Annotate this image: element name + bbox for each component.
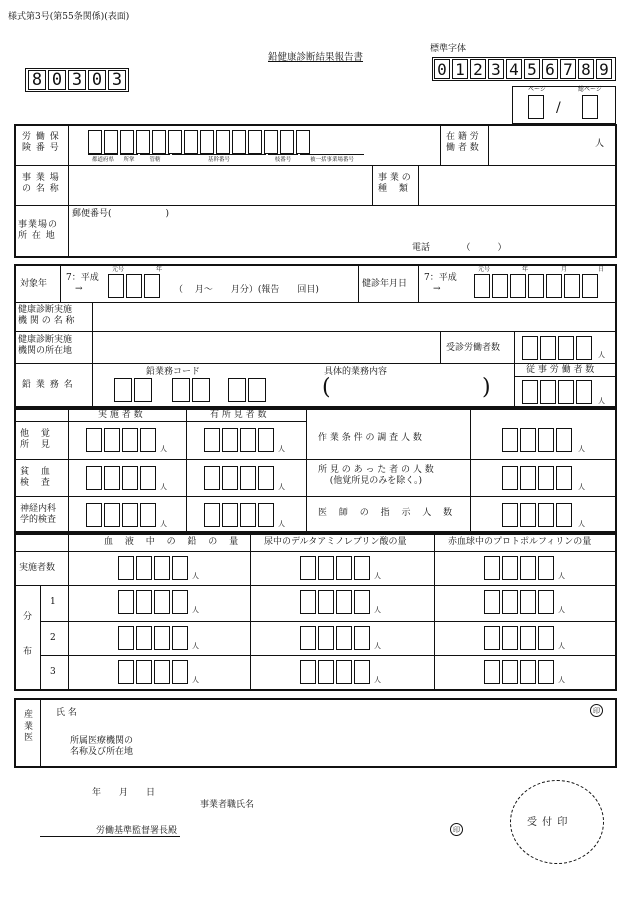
- digit-box[interactable]: [582, 274, 598, 298]
- insurance-sublabels: [88, 154, 364, 163]
- bio-count-boxes[interactable]: [300, 660, 372, 684]
- insurance-sublabel: 枝番号: [268, 154, 298, 163]
- findings-abnormal-boxes[interactable]: [204, 503, 276, 527]
- bio-count-boxes[interactable]: [300, 590, 372, 614]
- enrolled-unit: 人: [595, 139, 605, 149]
- form-number-digit: 0: [48, 70, 66, 90]
- std-digit: 5: [524, 59, 540, 79]
- lead-code-boxes-1[interactable]: [114, 378, 154, 402]
- bio-count-boxes[interactable]: [484, 626, 556, 650]
- lead-code-boxes-3[interactable]: [228, 378, 268, 402]
- findings-conducted-boxes[interactable]: [86, 503, 158, 527]
- findings-abnormal-boxes[interactable]: [204, 428, 276, 452]
- doctor-seal: 印: [590, 704, 603, 717]
- findings-right-label: 作 業 条 件 の 調 査 人 数: [318, 433, 422, 443]
- examinees-unit: 人: [598, 351, 605, 359]
- std-digit: 0: [434, 59, 450, 79]
- digit-box[interactable]: [126, 274, 142, 298]
- bio-count-boxes[interactable]: [484, 556, 556, 580]
- engaged-workers-label: 従 事 労 働 者 数: [526, 365, 595, 375]
- bio-count-boxes[interactable]: [484, 660, 556, 684]
- employer-seal: 印: [450, 823, 463, 836]
- std-digit: 3: [488, 59, 504, 79]
- digit-box[interactable]: [108, 274, 124, 298]
- person-unit: 人: [374, 572, 381, 580]
- digit-box[interactable]: [232, 130, 246, 154]
- engaged-unit: 人: [598, 397, 605, 405]
- findings-row-label: 神経内科 学的検査: [20, 504, 57, 526]
- page-slash: /: [556, 100, 561, 116]
- digit-box[interactable]: [248, 378, 266, 402]
- workplace-address-label: 事業場の 所 在 地: [18, 220, 59, 242]
- person-unit: 人: [578, 445, 585, 453]
- person-unit: 人: [192, 606, 199, 614]
- person-unit: 人: [558, 676, 565, 684]
- phone-label: 電話 （ ）: [412, 243, 507, 253]
- insurance-sublabel: 都道府県: [88, 154, 118, 163]
- digit-box[interactable]: [492, 274, 508, 298]
- target-year-boxes[interactable]: [108, 274, 162, 298]
- conducted-header: 実 施 者 数: [98, 410, 143, 420]
- digit-box[interactable]: [522, 380, 538, 404]
- form-number-digit: 3: [108, 70, 126, 90]
- std-digit: 1: [452, 59, 468, 79]
- bio-count-boxes[interactable]: [300, 556, 372, 580]
- industrial-doctor-label: 産 業 医: [24, 710, 34, 744]
- digit-box[interactable]: [474, 274, 490, 298]
- bio-conducted-label: 実施者数: [19, 563, 56, 573]
- form-number: [25, 68, 129, 92]
- person-unit: 人: [578, 520, 585, 528]
- std-digit: 9: [596, 59, 612, 79]
- person-unit: 人: [192, 676, 199, 684]
- person-unit: 人: [278, 520, 285, 528]
- close-paren: ): [482, 375, 491, 400]
- digit-box[interactable]: [136, 130, 150, 154]
- distribution-row-label: 1: [50, 597, 56, 607]
- form-number-digit: 0: [88, 70, 106, 90]
- exam-date-label: 健診年月日: [362, 279, 408, 289]
- std-font-digits: [432, 57, 616, 81]
- lead-work-label: 鉛 業 務 名: [22, 380, 74, 390]
- person-unit: 人: [160, 445, 167, 453]
- digit-box[interactable]: [264, 130, 278, 154]
- business-type-label: 事 業 の 種 類: [378, 173, 411, 195]
- workplace-name-label: 事 業 場 の 名 称: [22, 173, 60, 195]
- institution-address-label: 健康診断実施 機関の所在地: [18, 335, 73, 357]
- distribution-row-label: 3: [50, 667, 56, 677]
- exam-month-small: 月: [561, 266, 568, 273]
- digit-box[interactable]: [558, 380, 574, 404]
- digit-box[interactable]: [248, 130, 262, 154]
- digit-box[interactable]: [114, 378, 132, 402]
- page-label: ページ: [528, 86, 546, 93]
- person-unit: 人: [374, 642, 381, 650]
- insurance-sublabel: 被一括事業場番号: [300, 154, 364, 163]
- digit-box[interactable]: [280, 130, 294, 154]
- form-number-digit: 8: [28, 70, 46, 90]
- exam-year-small: 年: [522, 266, 529, 273]
- std-font-label: 標準字体: [430, 44, 467, 54]
- digit-box[interactable]: [540, 336, 556, 360]
- digit-box[interactable]: [152, 130, 166, 154]
- lead-code-label: 鉛業務コード: [146, 367, 201, 377]
- concrete-work-label: 具体的業務内容: [324, 367, 388, 377]
- page-number-box[interactable]: [528, 95, 544, 119]
- insurance-number-boxes[interactable]: [88, 130, 312, 154]
- exam-date-boxes[interactable]: [474, 274, 600, 298]
- digit-box[interactable]: [564, 274, 580, 298]
- report-date-label: 年 月 日: [92, 788, 156, 798]
- era-small: 元号: [112, 266, 125, 273]
- findings-right-boxes[interactable]: [502, 428, 574, 452]
- digit-box[interactable]: [88, 130, 102, 154]
- digit-box[interactable]: [200, 130, 214, 154]
- digit-box[interactable]: [168, 130, 182, 154]
- target-era-label: 7：平成 →: [66, 273, 99, 295]
- digit-box[interactable]: [104, 130, 118, 154]
- abnormal-header: 有 所 見 者 数: [210, 410, 267, 420]
- std-digit: 4: [506, 59, 522, 79]
- digit-box[interactable]: [540, 380, 556, 404]
- person-unit: 人: [192, 642, 199, 650]
- bio-col-3-header: 赤血球中のプロトポルフィリンの量: [448, 537, 592, 547]
- receipt-stamp-label: 受 付 印: [527, 817, 569, 828]
- person-unit: 人: [192, 572, 199, 580]
- findings-right-label: 医 師 の 指 示 人 数: [318, 508, 453, 518]
- bio-col-2-header: 尿中のデルタアミノレブリン酸の量: [264, 537, 407, 547]
- bio-count-boxes[interactable]: [118, 590, 190, 614]
- lead-code-boxes-2[interactable]: [172, 378, 212, 402]
- bio-count-boxes[interactable]: [484, 590, 556, 614]
- form-number-digit: 3: [68, 70, 86, 90]
- doctor-institution-label: 所属医療機関の 名称及び所在地: [70, 736, 134, 758]
- findings-conducted-boxes[interactable]: [86, 466, 158, 490]
- std-digit: 6: [542, 59, 558, 79]
- postal-code-label: 郵便番号( ): [72, 209, 170, 219]
- std-digit: 7: [560, 59, 576, 79]
- total-page-box[interactable]: [582, 95, 598, 119]
- digit-box[interactable]: [228, 378, 246, 402]
- findings-conducted-boxes[interactable]: [86, 428, 158, 452]
- person-unit: 人: [278, 445, 285, 453]
- digit-box[interactable]: [546, 274, 562, 298]
- digit-box[interactable]: [510, 274, 526, 298]
- digit-box[interactable]: [134, 378, 152, 402]
- exam-era-label: 7：平成 →: [424, 273, 457, 295]
- engaged-workers-boxes[interactable]: [522, 380, 594, 404]
- person-unit: 人: [558, 642, 565, 650]
- digit-box[interactable]: [192, 378, 210, 402]
- findings-right-label: 所 見 の あ っ た 者 の 人 数 (他覚所見のみを除く。): [318, 465, 434, 487]
- findings-row-label: 他 覚 所 見: [20, 429, 50, 451]
- insurance-sublabel: 所掌: [120, 154, 138, 163]
- bio-col-1-header: 血 液 中 の 鉛 の 量: [104, 537, 239, 547]
- findings-row-label: 貧 血 検 査: [20, 467, 50, 489]
- institution-name-label: 健康診断実施 機 関 の 名 称: [18, 305, 75, 327]
- exam-day-small: 日: [598, 266, 605, 273]
- bio-count-boxes[interactable]: [118, 556, 190, 580]
- digit-box[interactable]: [576, 336, 592, 360]
- form-title: 鉛健康診断結果報告書: [268, 52, 364, 63]
- digit-box[interactable]: [172, 378, 190, 402]
- bio-count-boxes[interactable]: [118, 660, 190, 684]
- insurance-number-label: 労 働 保 険 番 号: [22, 132, 60, 154]
- findings-right-boxes[interactable]: [502, 466, 574, 490]
- bio-count-boxes[interactable]: [300, 626, 372, 650]
- person-unit: 人: [578, 483, 585, 491]
- target-year-label: 対象年: [20, 279, 48, 289]
- distribution-label: 分 布: [23, 612, 33, 658]
- insurance-sublabel: 基幹番号: [172, 154, 266, 163]
- total-page-label: 総ページ: [578, 86, 602, 93]
- distribution-row-label: 2: [50, 633, 56, 643]
- digit-box[interactable]: [576, 380, 592, 404]
- bio-count-boxes[interactable]: [118, 626, 190, 650]
- person-unit: 人: [374, 606, 381, 614]
- doctor-name-label: 氏 名: [56, 708, 77, 718]
- std-digit: 8: [578, 59, 594, 79]
- person-unit: 人: [278, 483, 285, 491]
- digit-box[interactable]: [216, 130, 230, 154]
- labor-office-director-label: 労働基準監督署長殿: [96, 826, 178, 836]
- form-id: 様式第3号(第55条関係)(表面): [8, 12, 130, 22]
- digit-box[interactable]: [184, 130, 198, 154]
- person-unit: 人: [374, 676, 381, 684]
- insurance-sublabel: 管轄: [140, 154, 170, 163]
- exam-era-small: 元号: [478, 266, 491, 273]
- digit-box[interactable]: [144, 274, 160, 298]
- person-unit: 人: [160, 520, 167, 528]
- digit-box[interactable]: [558, 336, 574, 360]
- findings-right-boxes[interactable]: [502, 503, 574, 527]
- digit-box[interactable]: [528, 274, 544, 298]
- examinees-boxes[interactable]: [522, 336, 594, 360]
- digit-box[interactable]: [296, 130, 310, 154]
- digit-box[interactable]: [522, 336, 538, 360]
- examinees-label: 受診労働者数: [446, 343, 501, 353]
- year-small: 年: [156, 266, 163, 273]
- digit-box[interactable]: [120, 130, 134, 154]
- person-unit: 人: [558, 572, 565, 580]
- std-digit: 2: [470, 59, 486, 79]
- person-unit: 人: [558, 606, 565, 614]
- open-paren: (: [322, 375, 331, 400]
- employer-name-label: 事業者職氏名: [200, 800, 255, 810]
- person-unit: 人: [160, 483, 167, 491]
- period-text: （ 月〜 月分）(報告 回目): [174, 285, 319, 295]
- findings-abnormal-boxes[interactable]: [204, 466, 276, 490]
- enrolled-workers-label: 在 籍 労 働 者 数: [446, 132, 479, 154]
